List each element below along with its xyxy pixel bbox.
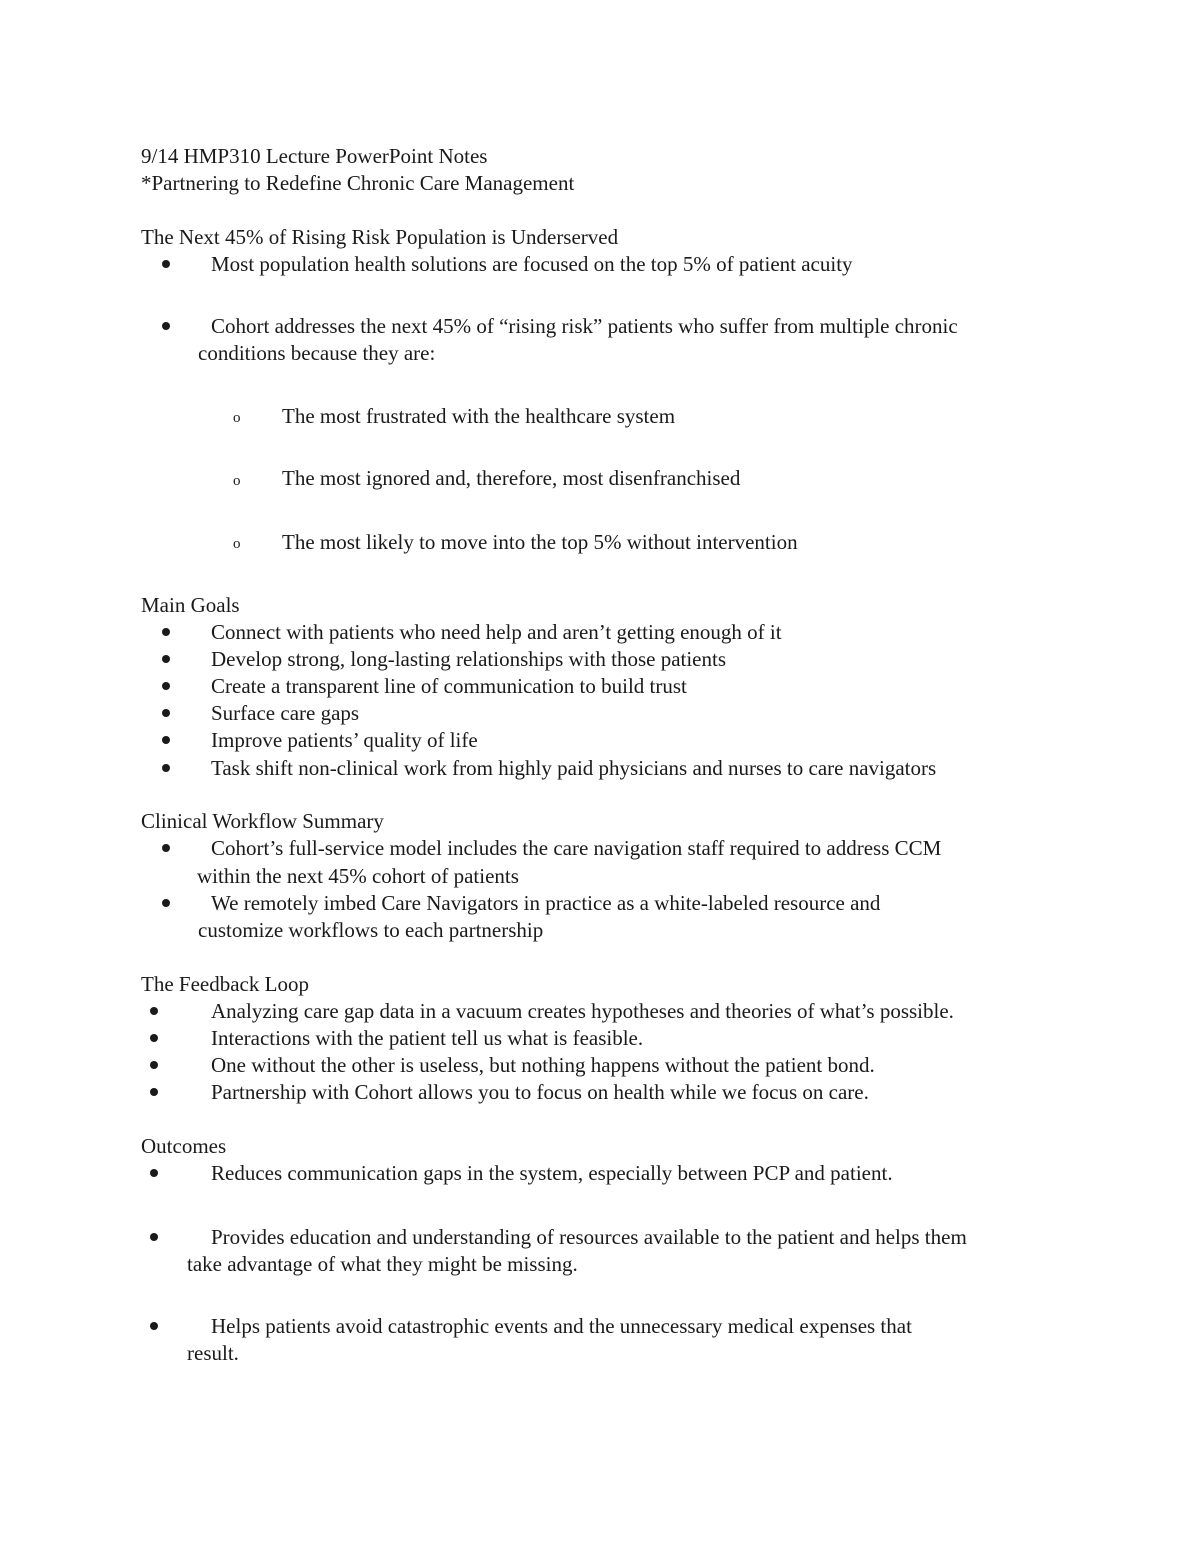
sub-bullet-icon: o: [233, 410, 241, 426]
section-heading-feedback-loop: The Feedback Loop: [141, 972, 309, 996]
list-item: Cohort addresses the next 45% of “rising risk” patients who suffer from multiple chronic: [211, 314, 958, 338]
bullet-icon: [162, 260, 170, 268]
bullet-icon: [162, 736, 170, 744]
list-item: Provides education and understanding of resources available to the patient and helps them: [211, 1225, 967, 1249]
page-subtitle: *Partnering to Redefine Chronic Care Management: [141, 171, 575, 195]
bullet-icon: [162, 709, 170, 717]
list-item: Most population health solutions are focused on the top 5% of patient acuity: [211, 252, 853, 276]
list-item: Helps patients avoid catastrophic events and the unnecessary medical expenses that: [211, 1314, 912, 1338]
section-heading-outcomes: Outcomes: [141, 1134, 227, 1158]
bullet-icon: [162, 764, 170, 772]
bullet-icon: [162, 682, 170, 690]
bullet-icon: [162, 899, 170, 907]
list-item-continuation: result.: [187, 1341, 239, 1365]
sub-bullet-icon: o: [233, 536, 241, 552]
list-item: Analyzing care gap data in a vacuum creates hypotheses and theories of what’s possible.: [211, 999, 954, 1023]
bullet-icon: [162, 628, 170, 636]
list-item-continuation: within the next 45% cohort of patients: [197, 864, 519, 888]
section-heading-clinical-workflow: Clinical Workflow Summary: [141, 809, 384, 833]
list-item: Task shift non-clinical work from highly paid physicians and nurses to care navigators: [211, 756, 937, 780]
bullet-icon: [150, 1169, 158, 1177]
sub-list-item: The most ignored and, therefore, most disenfranchised: [282, 466, 741, 490]
page-title: 9/14 HMP310 Lecture PowerPoint Notes: [141, 144, 488, 168]
list-item: Surface care gaps: [211, 701, 360, 725]
list-item: Cohort’s full-service model includes the care navigation staff required to address CCM: [211, 836, 942, 860]
bullet-icon: [150, 1007, 158, 1015]
bullet-icon: [150, 1034, 158, 1042]
section-heading-main-goals: Main Goals: [141, 593, 240, 617]
list-item: One without the other is useless, but nothing happens without the patient bond.: [211, 1053, 875, 1077]
bullet-icon: [150, 1061, 158, 1069]
list-item: Develop strong, long-lasting relationships with those patients: [211, 647, 727, 671]
list-item: We remotely imbed Care Navigators in practice as a white-labeled resource and: [211, 891, 881, 915]
list-item: Connect with patients who need help and aren’t getting enough of it: [211, 620, 782, 644]
bullet-icon: [162, 844, 170, 852]
list-item-continuation: conditions because they are:: [198, 341, 436, 365]
bullet-icon: [150, 1322, 158, 1330]
list-item: Create a transparent line of communication to build trust: [211, 674, 687, 698]
bullet-icon: [150, 1233, 158, 1241]
sub-list-item: The most frustrated with the healthcare system: [282, 404, 676, 428]
bullet-icon: [150, 1088, 158, 1096]
list-item-continuation: take advantage of what they might be missing.: [187, 1252, 578, 1276]
bullet-icon: [162, 655, 170, 663]
sub-list-item: The most likely to move into the top 5% without intervention: [282, 530, 798, 554]
section-heading-rising-risk: The Next 45% of Rising Risk Population is Underserved: [141, 225, 619, 249]
list-item: Reduces communication gaps in the system, especially between PCP and patient.: [211, 1161, 893, 1185]
sub-bullet-icon: o: [233, 473, 241, 489]
bullet-icon: [162, 322, 170, 330]
list-item: Partnership with Cohort allows you to focus on health while we focus on care.: [211, 1080, 869, 1104]
list-item-continuation: customize workflows to each partnership: [198, 918, 544, 942]
list-item: Improve patients’ quality of life: [211, 728, 478, 752]
list-item: Interactions with the patient tell us what is feasible.: [211, 1026, 644, 1050]
